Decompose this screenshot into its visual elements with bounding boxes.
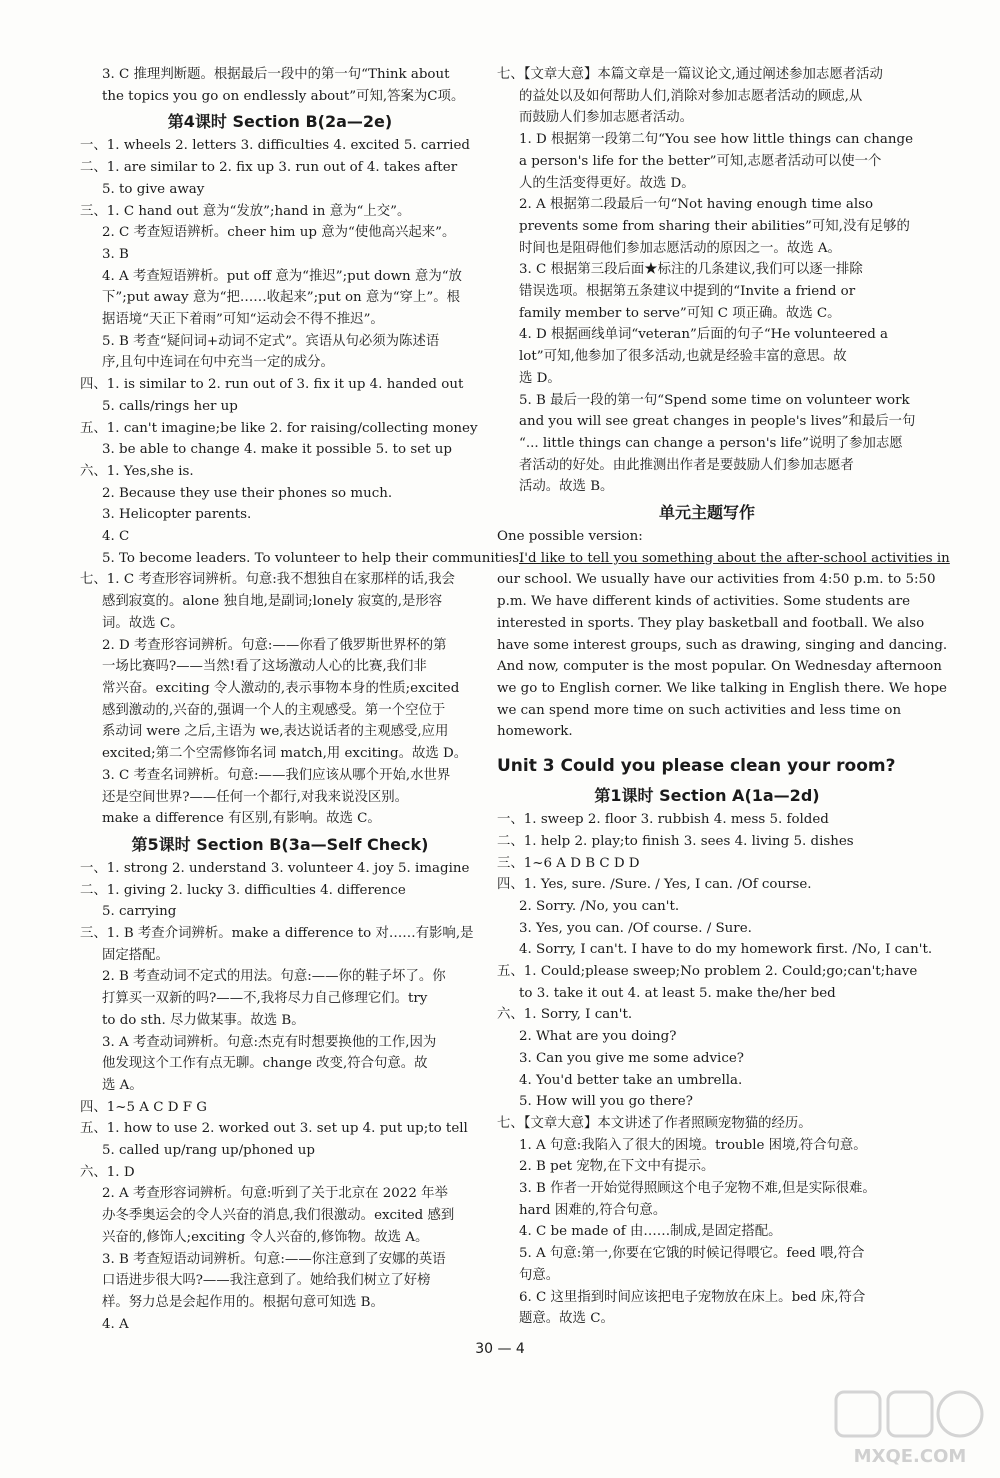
answer-line: 六、1. D xyxy=(80,1164,135,1180)
answer-line: 固定搭配。 xyxy=(102,947,169,963)
answer-line: 一、1. strong 2. understand 3. volunteer 4. joy 5. imagine xyxy=(80,860,470,876)
answer-line: 5. B 最后一段的第一句“Spend some time on volunteer work xyxy=(519,392,910,408)
answer-line: 二、1. help 2. play;to finish 3. sees 4. living 5. dishes xyxy=(497,833,854,849)
answer-line: One possible version: xyxy=(497,529,643,545)
answer-line: 4. You'd better take an umbrella. xyxy=(519,1072,743,1088)
answer-line: 2. C 考查短语辨析。cheer him up 意为“使他高兴起来”。 xyxy=(102,225,456,241)
answer-line: 六、1. Yes,she is. xyxy=(80,463,194,479)
answer-line: 据语境“天正下着雨”可知“运动会不得不推迟”。 xyxy=(102,312,384,328)
answer-line: 2. D 考查形容词辨析。句意:——你看了俄罗斯世界杯的第 xyxy=(102,637,447,653)
answer-line: 3. B xyxy=(102,246,129,262)
answer-line: 3. C 考查名词辨析。句意:——我们应该从哪个开始,水世界 xyxy=(102,767,451,783)
section-heading: 第5课时 Section B(3a—Self Check) xyxy=(131,834,429,854)
answer-line: we can spend more time on such activities and less time on xyxy=(497,702,902,718)
answer-line: 1. A 句意:我陷入了很大的困境。trouble 困境,符合句意。 xyxy=(519,1137,867,1153)
answer-line: 还是空间世界?——任何一个都行,对我来说没区别。 xyxy=(102,789,409,805)
answer-line: 三、1. B 考查介词辨析。make a difference to 对……有影响,是 xyxy=(80,926,474,942)
answer-line: to do sth. 尽力做某事。故选 B。 xyxy=(102,1012,305,1028)
answer-line: 3. B 作者一开始觉得照顾这个电子宠物不难,但是实际很难。 xyxy=(519,1181,876,1197)
answer-line: 感到寂寞的。alone 独自地,是副词;lonely 寂寞的,是形容 xyxy=(102,594,443,610)
answer-line: 1. D 根据第一段第二句“You see how little things can change xyxy=(519,132,913,148)
answer-line: 常兴奋。exciting 令人激动的,表示事物本身的性质;excited xyxy=(102,680,460,696)
answer-line: lot”可知,他参加了很多活动,也就是经验丰富的意思。故 xyxy=(519,349,847,365)
answer-line: 2. Because they use their phones so much. xyxy=(102,485,393,501)
answer-line: 二、1. are similar to 2. fix up 3. run out of 4. takes after xyxy=(80,160,458,176)
answer-line: 3. C 根据第三段后面★标注的几条建议,我们可以逐一排除 xyxy=(519,262,863,278)
answer-line: family member to serve”可知 C 项正确。故选 C。 xyxy=(519,305,841,321)
answer-line: 句意。 xyxy=(519,1267,560,1283)
answer-line: 5. To become leaders. To volunteer to help their communities. xyxy=(102,550,524,566)
answer-line: 5. B 考查“疑问词+动词不定式”。宾语从句必须为陈述语 xyxy=(102,333,440,349)
answer-line: 五、1. can't imagine;be like 2. for raising/collecting money xyxy=(80,420,478,436)
answer-line: 办冬季奥运会的令人兴奋的消息,我们很激动。excited 感到 xyxy=(102,1208,455,1224)
answer-line: 二、1. giving 2. lucky 3. difficulties 4. difference xyxy=(80,882,406,898)
answer-line: 2. A 根据第二段最后一句“Not having enough time also xyxy=(519,197,874,213)
answer-line: 下”;put away 意为“把……收起来”;put on 意为“穿上”。根 xyxy=(102,290,460,306)
answer-line: make a difference 有区别,有影响。故选 C。 xyxy=(102,811,381,827)
right-column xyxy=(497,64,950,1330)
answer-line: 四、1. is similar to 2. run out of 3. fix it up 4. handed out xyxy=(80,377,464,393)
answer-line: 他发现这个工作有点无聊。change 改变,符合句意。故 xyxy=(102,1056,428,1072)
answer-line: 5. How will you go there? xyxy=(519,1094,693,1110)
answer-line: 2. B 考查动词不定式的用法。句意:——你的鞋子坏了。你 xyxy=(102,969,446,985)
answer-line: 选 A。 xyxy=(102,1077,143,1093)
answer-line: 活动。故选 B。 xyxy=(519,479,614,495)
section-heading: 第1课时 Section A(1a—2d) xyxy=(594,786,820,806)
answer-line: prevents some from sharing their abilities”可知,没有足够的 xyxy=(519,218,910,234)
answer-line: a person's life for the better”可知,志愿者活动可以使一个 xyxy=(519,153,882,169)
answer-line: hard 困难的,符合句意。 xyxy=(519,1202,667,1218)
answer-line: 4. Sorry, I can't. I have to do my homework first. /No, I can't. xyxy=(519,942,933,958)
answer-line: 三、1. C hand out 意为“发放”;hand in 意为“上交”。 xyxy=(80,203,411,219)
answer-line: 者活动的好处。由此推测出作者是要鼓励人们参加志愿者 xyxy=(519,457,854,473)
answer-line: 4. C xyxy=(102,529,130,545)
answer-line: 2. A 考查形容词辨析。句意:听到了关于北京在 2022 年举 xyxy=(102,1186,448,1202)
answer-line: 6. C 这里指到时间应该把电子宠物放在床上。bed 床,符合 xyxy=(519,1289,866,1305)
answer-line: “... little things can change a person's life”说明了参加志愿 xyxy=(519,435,903,451)
answer-line: 3. Helicopter parents. xyxy=(102,507,252,523)
answer-line: 5. A 句意:第一,你要在它饿的时候记得喂它。feed 喂,符合 xyxy=(519,1246,865,1262)
answer-line: 一场比赛吗?——当然!看了这场激动人心的比赛,我们非 xyxy=(102,659,427,675)
answer-line: 3. B 考查短语动词辨析。句意:——你注意到了安娜的英语 xyxy=(102,1251,446,1267)
answer-line: 六、1. Sorry, I can't. xyxy=(497,1007,633,1023)
watermark-logo xyxy=(830,1386,990,1472)
answer-line: 口语进步很大吗?——我注意到了。她给我们树立了好榜 xyxy=(102,1273,431,1289)
answer-line: 感到激动的,兴奋的,强调一个人的主观感受。第一个空位于 xyxy=(102,702,446,718)
answer-line: 而鼓励人们参加志愿者活动。 xyxy=(519,110,694,126)
answer-line: 系动词 were 之后,主语为 we,表达说话者的主观感受,应用 xyxy=(102,724,449,740)
answer-line: 4. D 根据画线单词“veteran”后面的句子“He volunteered a xyxy=(519,327,889,343)
answer-line: 五、1. how to use 2. worked out 3. set up 4. put up;to tell xyxy=(80,1121,468,1137)
answer-line: And now, computer is the most popular. On Wednesday afternoon xyxy=(497,659,942,675)
unit-heading: Unit 3 Could you please clean your room? xyxy=(497,756,896,777)
answer-line: our school. We usually have our activities from 4:50 p.m. to 5:50 xyxy=(497,572,936,588)
answer-line: I'd like to tell you something about the after-school activities in xyxy=(519,550,950,566)
answer-line: excited;第二个空需修饰名词 match,用 exciting。故选 D。 xyxy=(102,746,468,762)
answer-line: 5. called up/rang up/phoned up xyxy=(102,1143,315,1159)
answer-line: 题意。故选 C。 xyxy=(519,1311,614,1327)
answer-line: 五、1. Could;please sweep;No problem 2. Could;go;can't;have xyxy=(497,964,918,980)
section-heading: 单元主题写作 xyxy=(658,503,755,523)
answer-line: 5. carrying xyxy=(102,904,177,920)
answer-line: 4. A xyxy=(102,1316,129,1332)
answer-line: and you will see great changes in people's lives”和最后一句 xyxy=(519,414,916,430)
answer-line: 七、1. C 考查形容词辨析。句意:我不想独自在家那样的话,我会 xyxy=(80,572,456,588)
answer-line: 序,且句中连词在句中充当一定的成分。 xyxy=(102,355,334,371)
answer-line: 人的生活变得更好。故选 D。 xyxy=(519,175,695,191)
answer-line: 2. What are you doing? xyxy=(519,1029,677,1045)
answer-line: 4. A 考查短语辨析。put off 意为“推迟”;put down 意为“放 xyxy=(102,268,462,284)
answer-line: we go to English corner. We like talking in English there. We hope xyxy=(497,680,947,696)
answer-line: 七、【文章大意】本篇文章是一篇议论文,通过阐述参加志愿者活动 xyxy=(497,67,883,82)
page-number: 30 — 4 xyxy=(475,1341,525,1357)
answer-line: 3. C 推理判断题。根据最后一段中的第一句“Think about xyxy=(102,67,450,82)
answer-line: 打算买一双新的吗?——不,我将尽力自己修理它们。try xyxy=(102,991,428,1007)
answer-line: 兴奋的,修饰人;exciting 令人兴奋的,修饰物。故选 A。 xyxy=(102,1229,429,1245)
answer-line: 错误选项。根据第五条建议中提到的“Invite a friend or xyxy=(519,284,856,300)
answer-line: 3. A 考查动词辨析。句意:杰克有时想要换他的工作,因为 xyxy=(102,1034,437,1050)
answer-line: 的益处以及如何帮助人们,消除对参加志愿者活动的顾虑,从 xyxy=(519,88,863,104)
answer-line: 选 D。 xyxy=(519,370,561,386)
answer-line: 一、1. wheels 2. letters 3. difficulties 4. excited 5. carried xyxy=(80,138,470,154)
answer-line: have some interest groups, such as drawing, singing and dancing. xyxy=(497,637,948,653)
answer-line: 样。努力总是会起作用的。根据句意可知选 B。 xyxy=(102,1294,384,1310)
answer-line: 2. Sorry. /No, you can't. xyxy=(519,898,680,914)
answer-line: 3. Yes, you can. /Of course. / Sure. xyxy=(519,920,752,936)
answer-line: 3. be able to change 4. make it possible 5. to set up xyxy=(102,442,452,458)
answer-line: 三、1~6 A D B C D D xyxy=(497,855,640,871)
answer-line: 3. Can you give me some advice? xyxy=(519,1050,744,1066)
answer-line: to 3. take it out 4. at least 5. make the/her bed xyxy=(519,985,836,1001)
answer-line: 5. to give away xyxy=(102,181,205,197)
section-heading: 第4课时 Section B(2a—2e) xyxy=(167,112,393,132)
answer-line: the topics you go on endlessly about”可知,答案为C项。 xyxy=(102,88,465,104)
answer-line: 2. B pet 宠物,在下文中有提示。 xyxy=(519,1159,715,1175)
answer-line: 七、【文章大意】本文讲述了作者照顾宠物猫的经历。 xyxy=(497,1115,812,1131)
answer-line: 词。故选 C。 xyxy=(102,615,184,631)
svg-text:MXQE.COM: MXQE.COM xyxy=(853,1446,967,1467)
left-column xyxy=(80,64,524,1335)
answer-line: p.m. We have different kinds of activities. Some students are xyxy=(497,594,911,610)
answer-line: homework. xyxy=(497,724,573,740)
answer-line: 一、1. sweep 2. floor 3. rubbish 4. mess 5. folded xyxy=(497,812,829,828)
answer-line: 四、1. Yes, sure. /Sure. / Yes, I can. /Of course. xyxy=(497,877,812,893)
answer-line: 4. C be made of 由……制成,是固定搭配。 xyxy=(519,1224,782,1240)
answer-line: 时间也是阻碍他们参加志愿活动的原因之一。故选 A。 xyxy=(519,240,841,256)
answer-line: 四、1~5 A C D F G xyxy=(80,1099,207,1115)
answer-line: 5. calls/rings her up xyxy=(102,398,238,414)
answer-line: interested in sports. They play basketball and football. We also xyxy=(497,615,925,631)
